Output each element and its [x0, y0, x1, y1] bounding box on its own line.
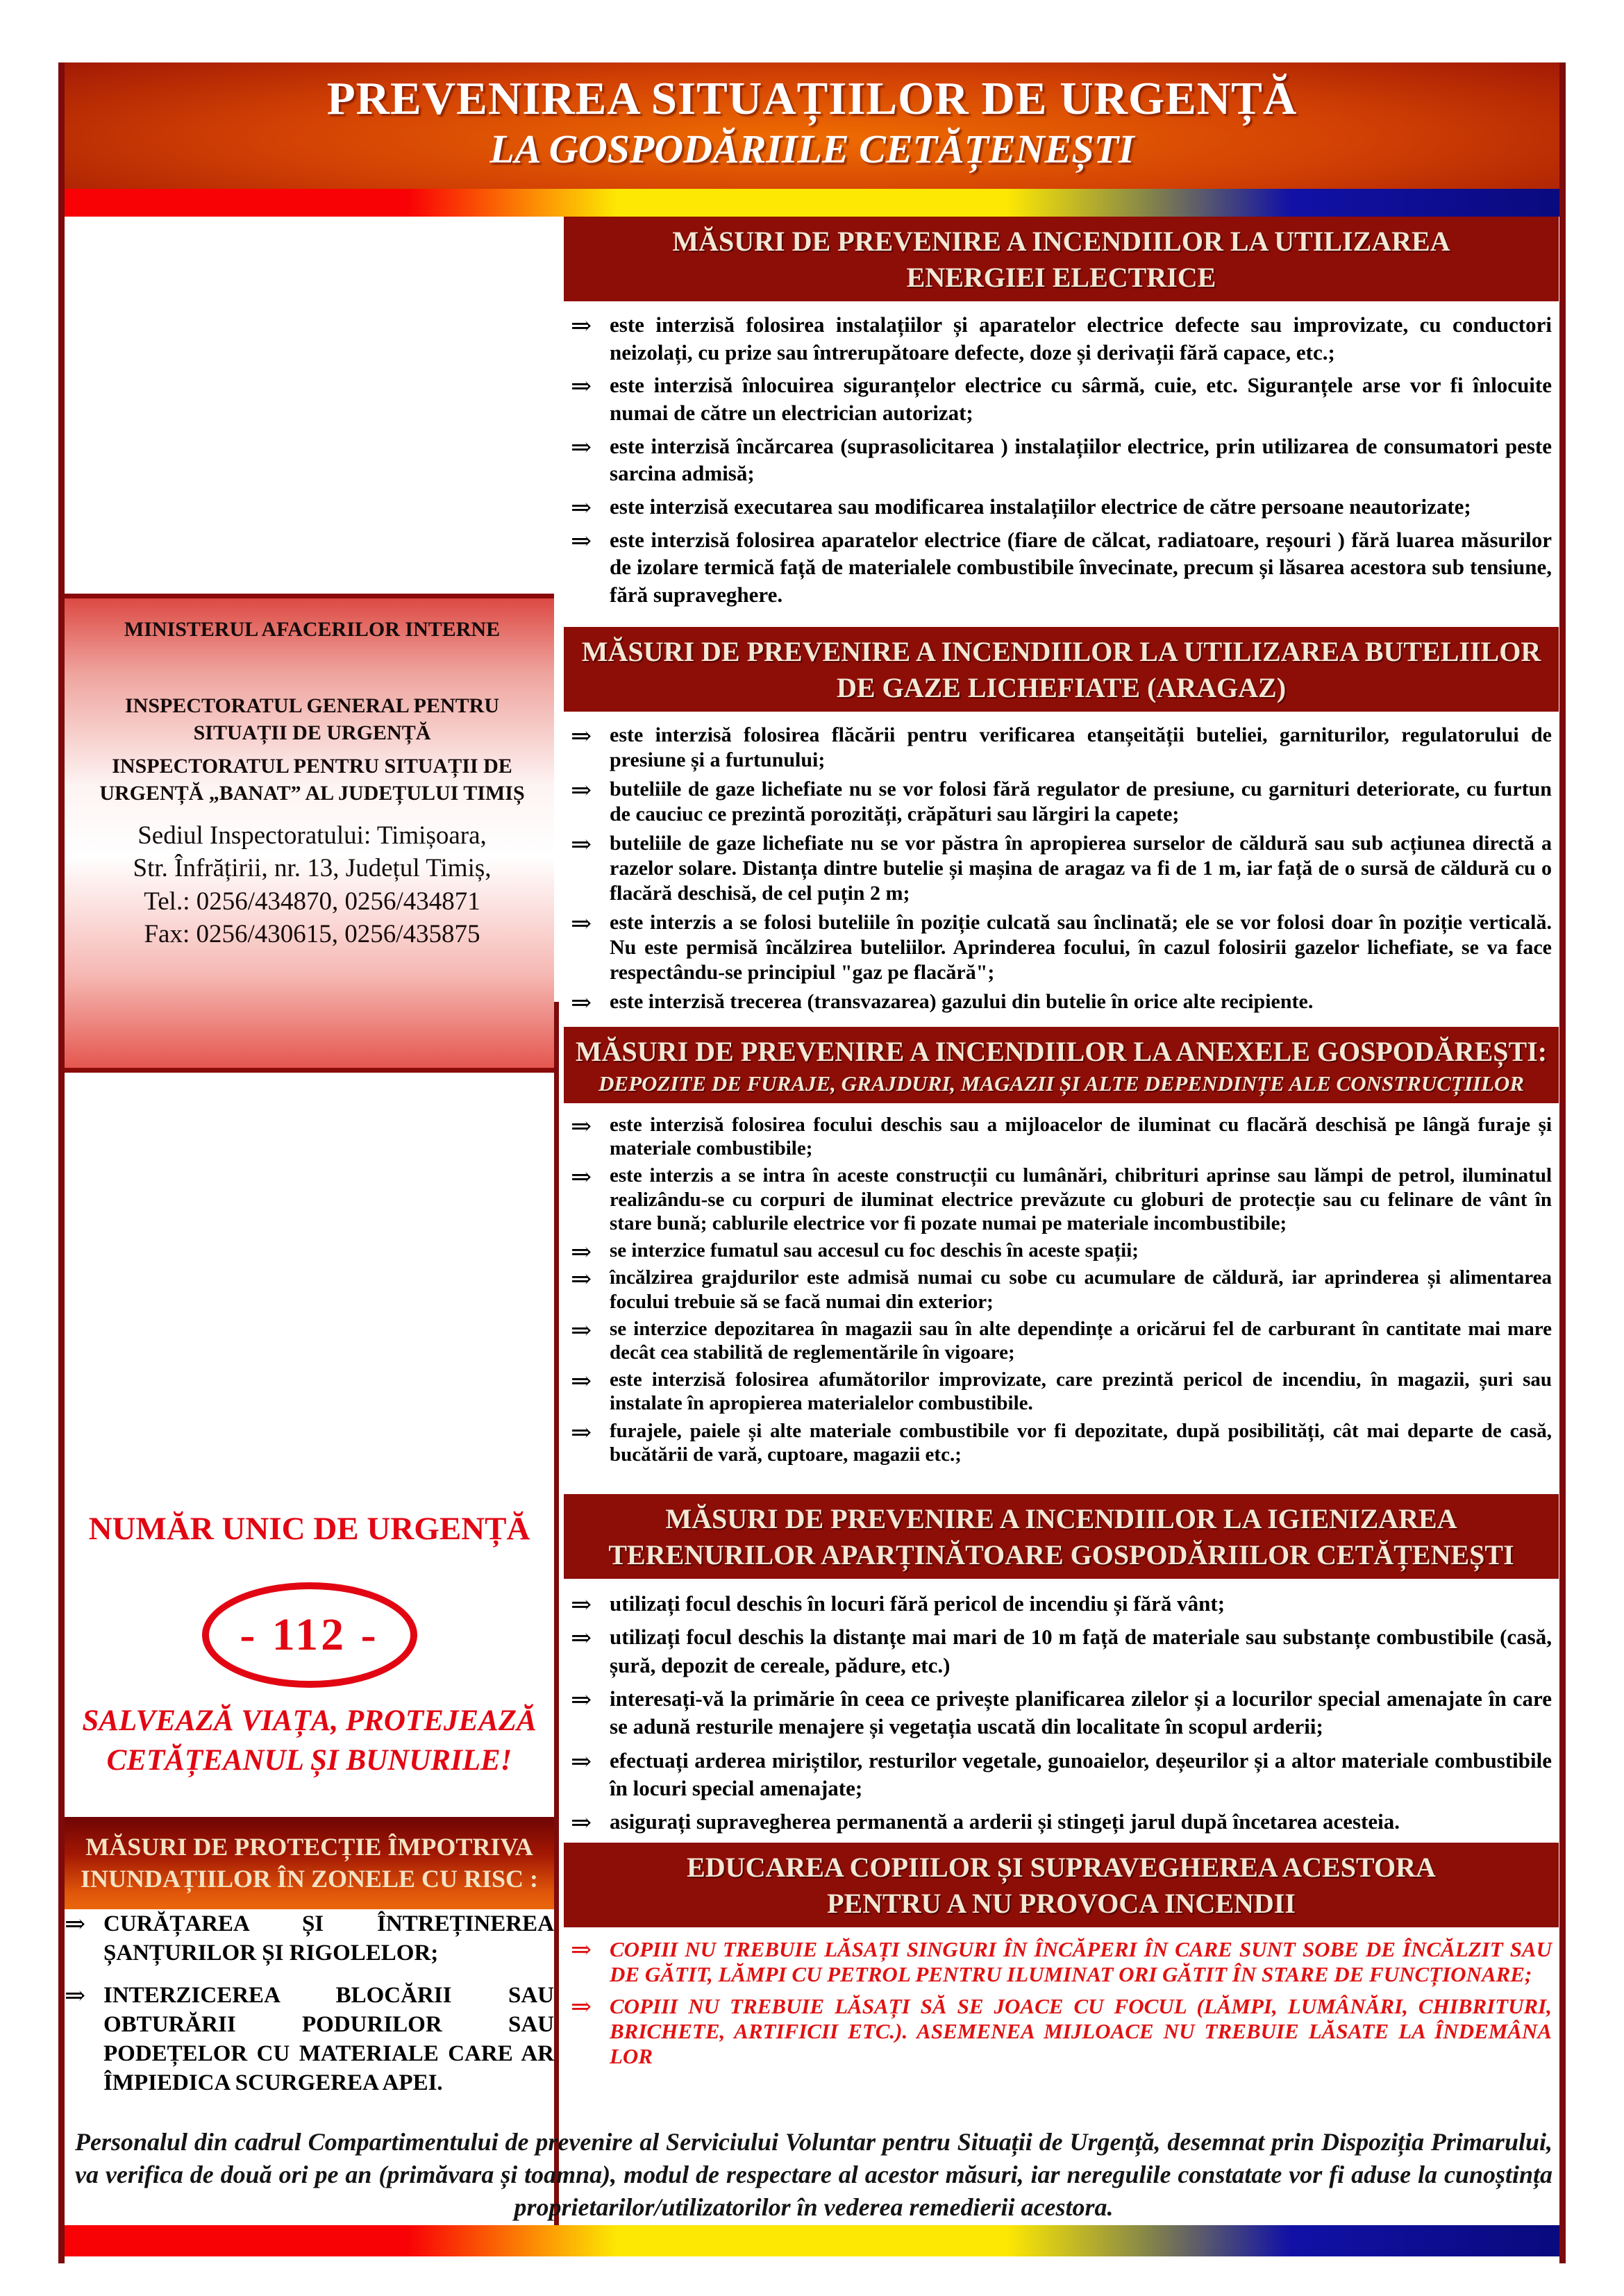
list-item-text: se interzice fumatul sau accesul cu foc deschis în aceste spații;: [610, 1239, 1139, 1262]
list-item: [571, 723, 1552, 773]
list-item-text: COPIII NU TREBUIE LĂSAȚI SĂ SE JOACE CU FOCUL (LĂMPI, LUMÂNĂRI, CHIBRITURI, BRICHETE, ARTIFICII ETC.). ASEMENEA MIJLOACE NU TREBUIE LĂSATE LA ÎNDEMÂNA LOR: [610, 1994, 1552, 2069]
column-divider: [554, 1002, 559, 2225]
section-annexes-header: [564, 1027, 1559, 1103]
list-item: [571, 433, 1552, 487]
section-children: [564, 1843, 1559, 2069]
list-item-text: încălzirea grajdurilor este admisă numai cu sobe cu acumulare de căldură, iar aprinderea și alimentarea focului trebuie să se facă numai din exterior;: [610, 1266, 1552, 1313]
list-item: [571, 526, 1552, 609]
double-arrow-icon: ⇒: [571, 1624, 592, 1652]
double-arrow-icon: ⇒: [571, 988, 592, 1016]
section-land-header: [564, 1494, 1559, 1579]
section-header-line1: MĂSURI DE PREVENIRE A INCENDIILOR LA IGIENIZAREA: [665, 1503, 1457, 1535]
section-gas-cylinders: [564, 627, 1559, 1014]
flood-header-line2: INUNDAȚIILOR ÎN ZONELE CU RISC :: [80, 1865, 539, 1893]
left-column: [65, 217, 554, 2111]
section-electric-header: [564, 217, 1559, 301]
list-item: [571, 1419, 1552, 1466]
section-electric: [564, 217, 1559, 609]
list-item: [571, 989, 1552, 1014]
list-item-text: este interzisă trecerea (transvazarea) gazului din butelie în orice alte recipiente.: [610, 989, 1314, 1013]
list-item: [571, 493, 1552, 521]
double-arrow-icon: ⇒: [65, 1910, 86, 1938]
list-item: [571, 1238, 1552, 1266]
list-item-text: este interzisă folosirea instalațiilor și aparatelor electrice defecte sau improvizate, cu conductori neizolați, cu prize sau întrerupătoare defecte, doze și derivații fără capace, etc.;: [610, 312, 1552, 364]
list-item: [571, 1317, 1552, 1364]
list-item: [571, 1937, 1552, 1987]
section-electric-list: [571, 311, 1552, 609]
agency-phone: Tel.: 0256/434870, 0256/434871: [144, 887, 480, 916]
right-column: [554, 217, 1559, 2076]
section-land-list: [571, 1590, 1552, 1836]
double-arrow-icon: ⇒: [571, 721, 592, 750]
double-arrow-icon: ⇒: [571, 1747, 592, 1775]
double-arrow-icon: ⇒: [571, 526, 592, 555]
double-arrow-icon: ⇒: [571, 494, 592, 522]
list-item-text: COPIII NU TREBUIE LĂSAȚI SINGURI ÎN ÎNCĂPERI ÎN CARE SUNT SOBE DE ÎNCĂLZIT SAU DE GĂTIT, LĂMPI CU PETROL PENTRU ILUMINAT ORI GĂTIT ÎN STARE DE FUNCȚIONARE;: [610, 1937, 1552, 1987]
section-header-line2: ENERGIEI ELECTRICE: [906, 262, 1216, 293]
page-footer: Personalul din cadrul Compartimentului de prevenire al Serviciului Voluntar pentru Situații de Urgență, desemnat prin Dispoziția Primarului, va verifica de două ori pe an (primăvara și toamna), modul de respectare al acestor măsuri, iar neregulile constatate vor fi aduse la cunoștința proprietarilor/utilizatorilor în vederea remedierii acestora.: [75, 2128, 1552, 2221]
list-item-text: buteliile de gaze lichefiate nu se vor folosi fără regulator de presiune, cu garnituri deteriorate, cu furtun de cauciuc ce prezintă porozități, crăpături sau lărgiri la capete;: [610, 777, 1552, 826]
emergency-number-oval: [202, 1582, 417, 1688]
list-item-text: utilizați focul deschis la distanțe mai mari de 10 m față de materiale sau substanțe combustibile (casă, șură, depozit de cereale, pădure, etc.): [610, 1625, 1552, 1677]
list-item: [571, 1368, 1552, 1415]
list-item: [571, 777, 1552, 827]
list-item-text: este interzisă înlocuirea siguranțelor electrice cu sârmă, cuie, etc. Siguranțele arse vor fi înlocuite numai de către un electrician autorizat;: [610, 373, 1552, 426]
double-arrow-icon: ⇒: [571, 830, 592, 858]
list-item: [571, 1164, 1552, 1235]
list-item: [571, 910, 1552, 985]
section-header-line1: MĂSURI DE PREVENIRE A INCENDIILOR LA ANEXELE GOSPODĂREȘTI:: [575, 1035, 1548, 1067]
list-item: [571, 831, 1552, 906]
list-item-text: este interzisă executarea sau modificarea instalațiilor electrice de către persoane neautorizate;: [610, 494, 1471, 519]
double-arrow-icon: ⇒: [65, 1981, 86, 2009]
title-banner: [65, 62, 1559, 189]
flood-section: [65, 1817, 554, 2098]
poster-title: PREVENIREA SITUAȚIILOR DE URGENȚĂ: [326, 73, 1298, 124]
agency-inspectorate-general: INSPECTORATUL GENERAL PENTRU SITUAȚII DE URGENȚĂ: [124, 694, 499, 744]
list-item: [571, 1747, 1552, 1803]
double-arrow-icon: ⇒: [571, 909, 592, 937]
section-children-header: [564, 1843, 1559, 1927]
agency-address-street: Str. Înfrățirii, nr. 13, Județul Timiș,: [133, 854, 492, 883]
list-item-text: este interzis a se intra în aceste construcții cu lumânări, chibrituri aprinse sau lămpi de petrol, iluminatul realizându-se cu corpuri de iluminat electrice prevăzute cu globuri de protecție sau cu felinare de vânt în stare bună; cablurile electrice vor fi pozate numai pe materiale incombustibile;: [610, 1164, 1552, 1234]
section-gas-header: [564, 627, 1559, 712]
list-item-text: este interzisă folosirea aparatelor electrice (fiare de călcat, radiatoare, reșouri ) fără luarea măsurilor de izolare termică față de materialele combustibile învecinate, precum și lăsarea acestora sub tensiune, fără supraveghere.: [610, 527, 1552, 607]
list-item-text: furajele, paiele și alte materiale combustibile vor fi depozitate, după posibilități, cât mai departe de casă, bucătării de vară, cuptoare, magazii etc.;: [610, 1419, 1552, 1466]
tricolor-stripe-bottom: [65, 2225, 1559, 2256]
list-item: [571, 1590, 1552, 1618]
double-arrow-icon: ⇒: [571, 1238, 592, 1266]
list-item-text: INTERZICEREA BLOCĂRII SAU OBTURĂRII PODURILOR SAU PODEȚELOR CU MATERIALE CARE AR ÎMPIEDICA SCURGEREA APEI.: [103, 1982, 554, 2096]
list-item: [571, 1266, 1552, 1313]
list-item: [571, 1685, 1552, 1741]
agency-fax: Fax: 0256/430615, 0256/435875: [144, 920, 480, 949]
double-arrow-icon: ⇒: [571, 1591, 592, 1619]
section-header-line2: PENTRU A NU PROVOCA INCENDII: [827, 1888, 1296, 1920]
double-arrow-icon: ⇒: [571, 776, 592, 804]
section-header-line1: EDUCAREA COPIILOR ȘI SUPRAVEGHEREA ACESTORA: [687, 1852, 1436, 1884]
double-arrow-icon: ⇒: [571, 1112, 592, 1141]
double-arrow-icon: ⇒: [571, 433, 592, 461]
list-item-text: este interzisă încărcarea (suprasolicitarea ) instalațiilor electrice, prin utilizarea de consumatori peste sarcina admisă;: [610, 433, 1552, 486]
section-children-list: [571, 1937, 1552, 2069]
double-arrow-icon: ⇒: [571, 1163, 592, 1191]
section-header-line1: MĂSURI DE PREVENIRE A INCENDIILOR LA UTILIZAREA BUTELIILOR: [581, 635, 1541, 667]
list-item-text: CURĂȚAREA ȘI ÎNTREȚINEREA ȘANȚURILOR ȘI RIGOLELOR;: [103, 1911, 554, 1966]
agency-block: [65, 594, 554, 1073]
list-item-text: este interzisă folosirea afumătorilor improvizate, care prezintă pericol de incendiu, în magazii, șuri sau instalate în apropierea materialelor combustibile.: [610, 1368, 1552, 1415]
section-gas-list: [571, 723, 1552, 1014]
double-arrow-icon: ⇒: [571, 1367, 592, 1396]
list-item: [571, 1623, 1552, 1679]
flood-header: [65, 1817, 554, 1910]
poster-subtitle: LA GOSPODĂRIILE CETĂȚENEȘTI: [489, 126, 1135, 171]
flood-header-line1: MĂSURI DE PROTECȚIE ÎMPOTRIVA: [85, 1832, 533, 1861]
frame-border-right: [1559, 62, 1566, 2263]
double-arrow-icon: ⇒: [571, 1316, 592, 1344]
emergency-number: - 112 -: [240, 1609, 379, 1660]
double-arrow-icon: ⇒: [571, 312, 592, 340]
list-item-text: este interzisă folosirea flăcării pentru verificarea etanșeității buteliei, garniturilor, regulatorului de presiune și a furtunului;: [610, 723, 1552, 771]
list-item: [65, 1981, 554, 2098]
list-item: [571, 1994, 1552, 2069]
list-item-text: interesați-vă la primărie în ceea ce privește planificarea zilelor și a locurilor special amenajate în care se adună resturile menajere și vegetația uscată din localitate în scopul arderii;: [610, 1686, 1552, 1739]
list-item-text: este interzis a se folosi buteliile în poziție culcată sau înclinată; ele se vor folosi doar în poziție verticală. Nu este permisă încălzirea buteliilor. Aprinderea focului, în cazul folosirii gazelor lichefiate, se va face respectându-se principiul "gaz pe flacără";: [610, 910, 1552, 984]
list-item-text: efectuați arderea miriștilor, resturilor vegetale, gunoaielor, deșeurilor și a altor materiale combustibile în locuri special amenajate;: [610, 1748, 1552, 1800]
flood-list: [65, 1909, 554, 2097]
section-annexes-list: [571, 1113, 1552, 1466]
list-item-text: utilizați focul deschis în locuri fără pericol de incendiu și fără vânt;: [610, 1591, 1225, 1616]
list-item: [571, 371, 1552, 426]
double-arrow-icon: ⇒: [571, 1993, 592, 2021]
list-item-text: se interzice depozitarea în magazii sau în alte dependințe a oricărui fel de carburant în cantitate mai mare decât cea stabilită de reglementările în vigoare;: [610, 1317, 1552, 1364]
section-land-cleaning: [564, 1494, 1559, 1836]
list-item-text: buteliile de gaze lichefiate nu se vor păstra în apropierea surselor de căldură sau sub acțiunea directă a razelor solare. Distanța dintre butelie și mașina de aragaz va fi de 1 m, iar față de o sursă de căldură cu o flacără deschisă, de cel puțin 2 m;: [610, 831, 1552, 905]
tricolor-stripe-top: [65, 189, 1559, 217]
double-arrow-icon: ⇒: [571, 1809, 592, 1837]
double-arrow-icon: ⇒: [571, 1936, 592, 1964]
emergency-slogan: SALVEAZĂ VIAȚA, PROTEJEAZĂ CETĂȚEANUL ȘI BUNURILE!: [82, 1704, 537, 1777]
emergency-heading: NUMĂR UNIC DE URGENȚĂ: [88, 1511, 530, 1547]
section-header-line2: DE GAZE LICHEFIATE (ARAGAZ): [836, 671, 1287, 703]
section-header-line1: MĂSURI DE PREVENIRE A INCENDIILOR LA UTILIZAREA: [672, 226, 1450, 257]
list-item: [571, 1113, 1552, 1160]
double-arrow-icon: ⇒: [571, 1265, 592, 1293]
double-arrow-icon: ⇒: [571, 1418, 592, 1446]
section-header-line2: DEPOZITE DE FURAJE, GRAJDURI, MAGAZII ȘI ALTE DEPENDINȚE ALE CONSTRUCȚIILOR: [598, 1071, 1524, 1096]
list-item: [65, 1909, 554, 1968]
agency-ministry: MINISTERUL AFACERILOR INTERNE: [124, 618, 501, 641]
double-arrow-icon: ⇒: [571, 372, 592, 401]
section-annexes: [564, 1027, 1559, 1466]
frame-border-left: [58, 62, 65, 2263]
agency-address-city: Sediul Inspectoratului: Timișoara,: [137, 821, 487, 850]
list-item-text: asigurați supravegherea permanentă a arderii și stingeți jarul după încetarea acesteia.: [610, 1809, 1400, 1834]
section-header-line2: TERENURILOR APARȚINĂTOARE GOSPODĂRIILOR CETĂȚENEȘTI: [608, 1539, 1514, 1571]
double-arrow-icon: ⇒: [571, 1685, 592, 1713]
list-item-text: este interzisă folosirea focului deschis sau a mijloacelor de iluminat cu flacără deschisă pe lângă furaje și materiale combustibile;: [610, 1114, 1552, 1160]
list-item: [571, 1808, 1552, 1836]
list-item: [571, 311, 1552, 366]
agency-inspectorate-county: INSPECTORATUL PENTRU SITUAȚII DE URGENȚĂ „BANAT” AL JUDEȚULUI TIMIȘ: [99, 755, 525, 805]
